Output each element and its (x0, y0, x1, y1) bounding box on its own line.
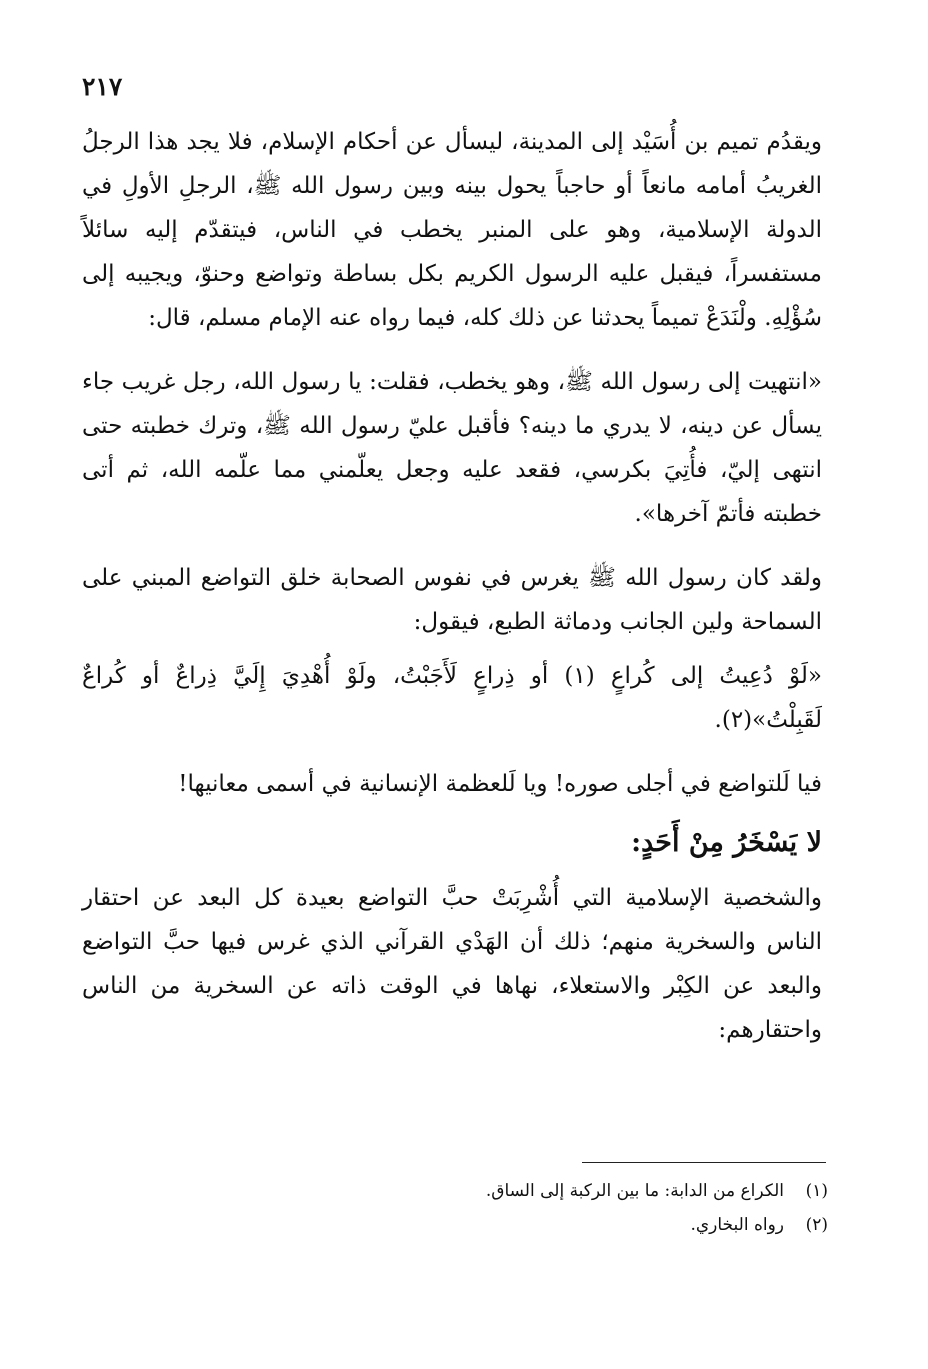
paragraph-hadith-kura: «لَوْ دُعِيتُ إلى كُراعٍ (١) أو ذِراعٍ لَأَجَبْتُ، ولَوْ أُهْدِيَ إِلَيَّ ذِراعٌ أو كُراعٌ لَقَبِلْتُ»(٢). (82, 663, 823, 733)
paragraph-no-mockery: والشخصية الإسلامية التي أُشْرِبَتْ حبَّ التواضع بعيدة كل البعد عن احتقار الناس والسخرية منهم؛ ذلك أن الهَدْي القرآني الذي غرس فيها حبَّ التواضع والبعد عن الكِبْر والاستعلاء، نهاها في الوقت ذاته عن السخرية من الناس واحتقارهم: (82, 885, 822, 1043)
paragraph-exclamation: فيا لَلتواضع في أجلى صوره! ويا لَلعظمة الإنسانية في أسمى معانيها! (178, 771, 822, 797)
section-heading: لا يَسْخَرُ مِنْ أَحَدٍ: (631, 827, 822, 858)
footnote-text: رواه البخاري. (690, 1215, 784, 1235)
footnote-number: (٢) (805, 1215, 828, 1235)
paragraph-tamim-intro: ويقدُم تميم بن أُسَيْد إلى المدينة، ليسأل عن أحكام الإسلام، فلا يجد هذا الرجلُ الغريبُ أمامه مانعاً أو حاجباً يحول بينه وبين رسول الله ﷺ، الرجلِ الأولِ في الدولة الإسلامية، وهو على المنبر يخطب في الناس، فيتقدّم إليه سائلاً مستفسراً، فيقبل عليه الرسول الكريم بكل بساطة وتواضع وحنوّ، ويجيبه إلى سُؤْلِهِ. ولْنَدَعْ تميماً يحدثنا عن ذلك كله، فيما رواه عنه الإمام مسلم، قال: (82, 129, 822, 331)
footnote-text: الكراع من الدابة: ما بين الركبة إلى الساق. (485, 1181, 784, 1201)
paragraph-humility-teaching: ولقد كان رسول الله ﷺ يغرس في نفوس الصحابة خلق التواضع المبني على السماحة ولين الجانب ودماثة الطبع، فيقول: (82, 565, 822, 635)
footnote-number: (١) (805, 1181, 828, 1201)
paragraph-hadith-tamim: «انتهيت إلى رسول الله ﷺ، وهو يخطب، فقلت: يا رسول الله، رجل غريب جاء يسأل عن دينه، لا يدري ما دينه؟ فأقبل عليّ رسول الله ﷺ، وترك خطبته حتى انتهى إليّ، فأُتِيَ بكرسي، فقعد عليه وجعل يعلّمني مما علّمه الله، ثم أتى خطبته فأتمّ آخرها». (82, 369, 822, 527)
footnote-item (82, 1208, 828, 1242)
main-text (82, 120, 822, 1052)
footnote-item (82, 1174, 828, 1208)
footnotes (82, 1174, 828, 1242)
footnote-divider (582, 1162, 826, 1163)
page-number: ٢١٧ (82, 72, 123, 101)
